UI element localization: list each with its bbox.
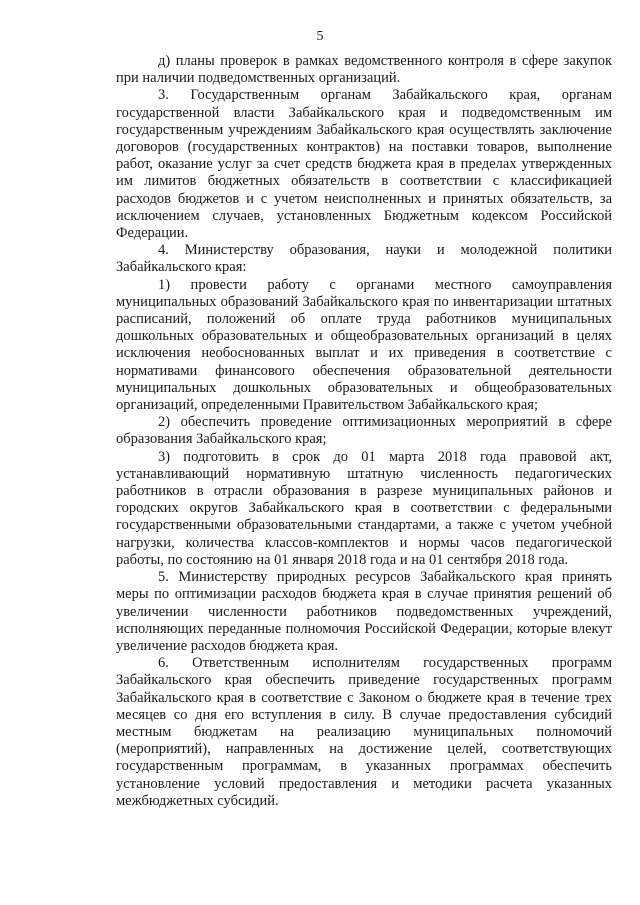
paragraph-4-3-legal-act: 3) подготовить в срок до 01 марта 2018 года правовой акт, устанавливающий нормативную штатную численность педагогических работников в отрасли образования в разрезе муниципальных районов и городских округов Забайкальского края в соответствии с федеральными государственными образовательными стандартами, а также с учетом учебной нагрузки, количества классов-комплектов и нормы часов педагогической работы, по состоянию на 01 января 2018 года и на 01 сентября 2018 года. <box>116 448 612 568</box>
page-number: 5 <box>316 29 324 44</box>
paragraph-4-1-inventory: 1) провести работу с органами местного самоуправления муниципальных образований Забайкальского края по инвентаризации штатных расписаний, положений об оплате труда работников муниципальных дошкольных образовательных и общеобразовательных организаций в целях исключения необоснованных выплат и их приведения в соответствие с нормативами финансового обеспечения образовательной деятельности муниципальных дошкольных образовательных и общеобразовательных организаций, определенными Правительством Забайкальского края; <box>116 276 612 414</box>
paragraph-5-natural-resources: 5. Министерству природных ресурсов Забайкальского края принять меры по оптимизации расходов бюджета края в случае принятия решений об увеличении численности работников подведомственных учреждений, исполняющих переданные полномочия Российской Федерации, которые влекут увеличение расходов бюджета края. <box>116 569 612 654</box>
paragraph-3-state-bodies: 3. Государственным органам Забайкальского края, органам государственной власти Забайкальского края и подведомственным им государственным учреждениям Забайкальского края осуществлять заключение договоров (государственных контрактов) на поставки товаров, выполнение работ, оказание услуг за счет средств бюджета края в пределах утвержденных им лимитов бюджетных обязательств в соответствии с классификацией расходов бюджетов и с учетом неисполненных и принятых обязательств, за исключением случаев, установленных Бюджетным кодексом Российской Федерации. <box>116 87 612 242</box>
paragraph-2d-plans: д) планы проверок в рамках ведомственного контроля в сфере закупок при наличии подведомственных организаций. <box>116 53 612 87</box>
paragraph-4-2-optimization: 2) обеспечить проведение оптимизационных мероприятий в сфере образования Забайкальского края; <box>116 414 612 448</box>
paragraph-4-ministry-education: 4. Министерству образования, науки и молодежной политики Забайкальского края: <box>116 242 612 276</box>
document-body <box>116 53 612 810</box>
paragraph-6-state-programs: 6. Ответственным исполнителям государственных программ Забайкальского края обеспечить приведение государственных программ Забайкальского края в соответствие с Законом о бюджете края в течение трех месяцев со дня его вступления в силу. В случае предоставления субсидий местным бюджетам на реализацию муниципальных полномочий (мероприятий), направленных на достижение целей, соответствующих государственным программам, в указанных программах обеспечить установление условий предоставления и методики расчета указанных межбюджетных субсидий. <box>116 655 612 809</box>
